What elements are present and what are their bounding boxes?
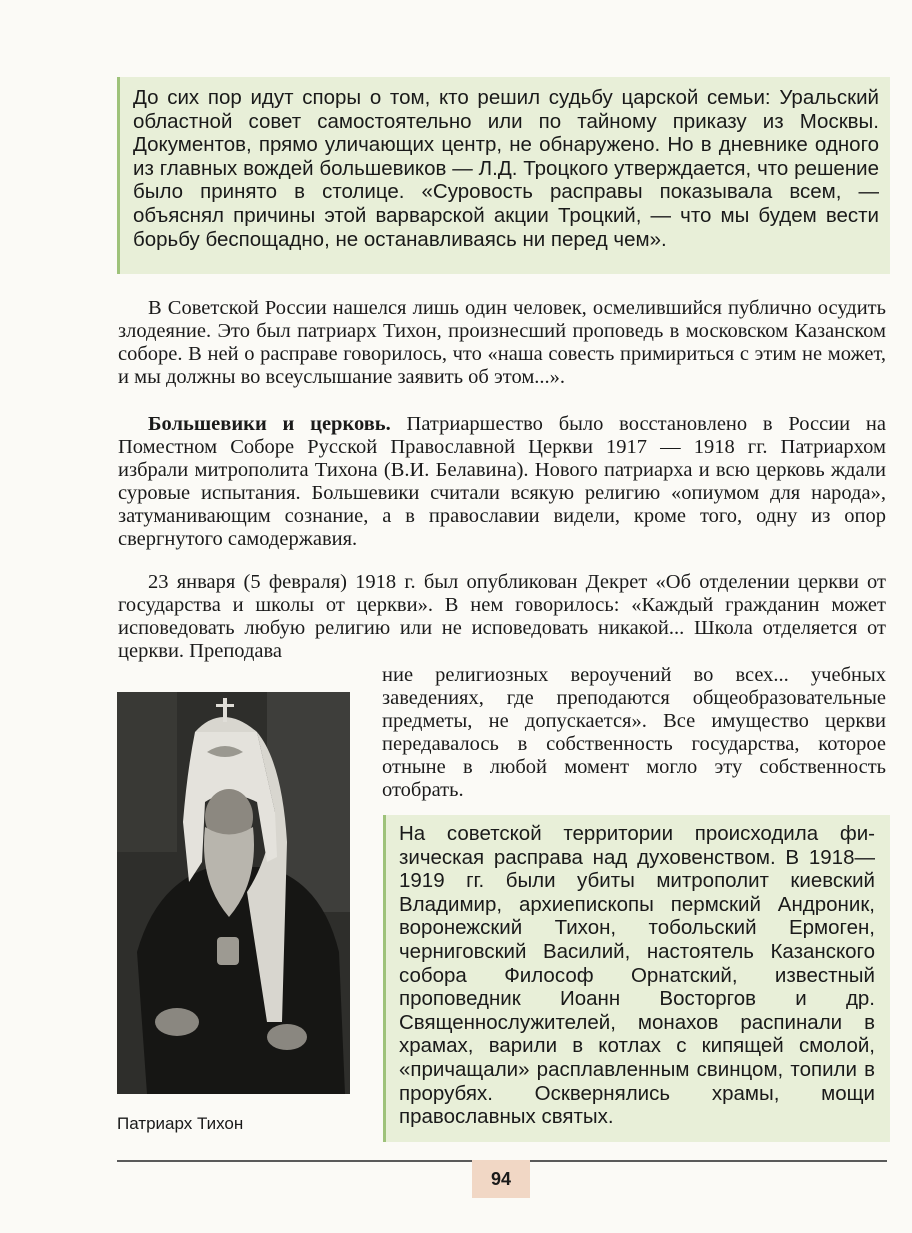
sidebar-note-top	[117, 77, 890, 274]
sidebar-note-bottom	[383, 815, 890, 1142]
page-number-box	[472, 1160, 530, 1198]
portrait-photo	[117, 692, 350, 1094]
sidebar-note-top-text: До сих пор идут споры о том, кто решил судьбу царской семьи: Уральский областной совет самостоятельно или по тайному приказу из Москвы. Документов, прямо уличающих центр, не обнаружено. Но в дневнике одного из главных вождей большевиков — Л.Д. Троцкого утверждается, что решение было принято в столице. «Суровость расправы показывала всем, — объяснял причины этой варварской акции Троцкий, — что мы будем вести борьбу беспощадно, не останавливаясь ни перед чем».	[133, 86, 879, 251]
paragraph-2	[118, 413, 886, 552]
section-heading: Большевики и церковь.	[148, 413, 391, 435]
figure-caption: Патриарх Тихон	[117, 1114, 244, 1133]
paragraph-3	[118, 571, 886, 663]
paragraph-1-text: В Советской России нашелся лишь один человек, осмелившийся публично осудить злодеяние. Это был патриарх Тихон, произнесший проповедь в московском Казанском соборе. В ней о расправе говорилось, что «наша совесть примириться с этим не может, и мы должны во всеуслышание заявить об этом...».	[118, 297, 886, 389]
paragraph-1	[118, 297, 886, 389]
paragraph-3-continued	[382, 664, 886, 803]
portrait-illustration	[117, 692, 350, 1094]
paragraph-2-text: Патриаршество было восстановлено в России на Поместном Соборе Русской Православной Церкви 1917 — 1918 гг. Патриархом избрали митрополита Тихона (В.И. Белавина). Нового патриарха и всю церковь ждали суровые испытания. Большевики считали всякую религию «опиумом для народа», затуманивающим сознание, а в православии видели, кроме того, одну из опор свергнутого самодержавия.	[118, 413, 886, 551]
sidebar-note-bottom-text: На советской территории происходила физическая расправа над духовенством. В 1918—1919 гг. были убиты митрополит киевский Владимир, архиепископы пермский Андроник, воронежский Тихон, тобольский Ермоген, черниговский Василий, настоятель Казанского собора Философ Орнатский, известный проповедник Иоанн Восторгов и др. Священнослужителей, монахов распинали в храмах, варили в котлах с кипящей смолой, «причащали» расплавленным свинцом, топили в прорубях. Осквернялись храмы, мощи православных святых.	[399, 822, 875, 1129]
paragraph-3-text: 23 января (5 февраля) 1918 г. был опубликован Декрет «Об отделении церкви от государства и школы от церкви». В нем говорилось: «Каждый гражданин может исповедовать любую религию или не исповедовать никакой... Школа отделяется от церкви. Преподава	[118, 571, 886, 663]
page-number: 94	[490, 1168, 512, 1189]
paragraph-3-continued-text: ние религиозных вероучений во всех... учебных заведениях, где преподаются общеобразовательные предметы, не допускается». Все имущество церкви передавалось в собственность государства, которое отныне в любой момент могло эту собственность отобрать.	[382, 664, 886, 802]
